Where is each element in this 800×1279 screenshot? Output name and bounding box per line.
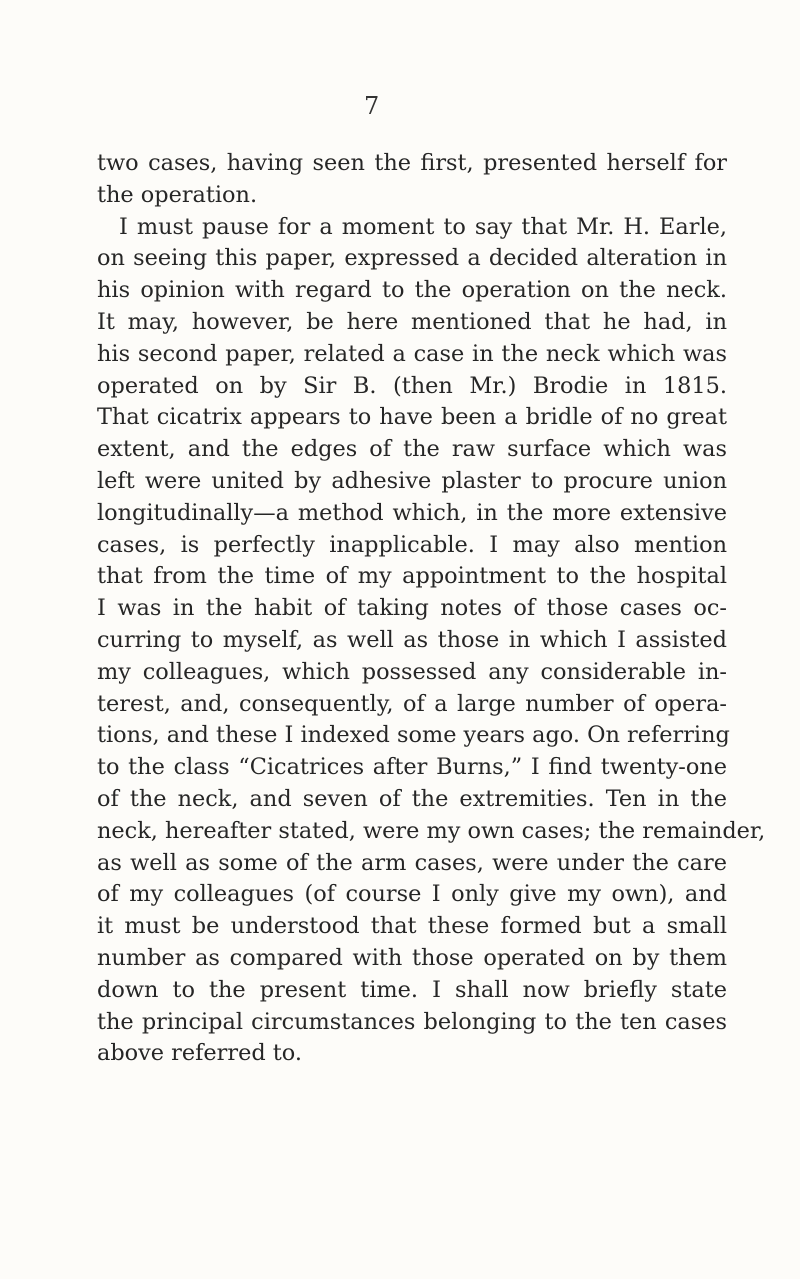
text-line: neck, hereafter stated, were my own cases; the remainder, bbox=[97, 817, 766, 844]
text-line: my colleagues, which possessed any considerable in- bbox=[97, 658, 727, 685]
text-line: of the neck, and seven of the extremities. Ten in the bbox=[97, 785, 727, 812]
text-line: the operation. bbox=[97, 181, 258, 208]
text-line: as well as some of the arm cases, were under the care bbox=[97, 849, 727, 876]
text-line: on seeing this paper, expressed a decided alteration in bbox=[97, 245, 727, 272]
text-line: longitudinally—a method which, in the more extensive bbox=[97, 499, 727, 526]
text-line: I was in the habit of taking notes of those cases oc- bbox=[97, 595, 727, 622]
text-line: It may, however, be here mentioned that he had, in bbox=[97, 308, 727, 335]
text-line: of my colleagues (of course I only give my own), and bbox=[97, 881, 727, 908]
text-line: two cases, having seen the first, presented herself for bbox=[97, 150, 727, 176]
body-text bbox=[97, 148, 766, 1070]
text-line: left were united by adhesive plaster to procure union bbox=[97, 467, 727, 494]
text-line: above referred to. bbox=[97, 1040, 302, 1067]
text-line: that from the time of my appointment to the hospital bbox=[97, 563, 727, 590]
text-line: the principal circumstances belonging to the ten cases bbox=[97, 1008, 727, 1035]
page-number: 7 bbox=[364, 92, 380, 120]
text-line: terest, and, consequently, of a large number of opera- bbox=[97, 690, 727, 717]
text-line: curring to myself, as well as those in which I assisted bbox=[97, 626, 727, 653]
text-line: operated on by Sir B. (then Mr.) Brodie in 1815. bbox=[97, 372, 727, 399]
text-line: I must pause for a moment to say that Mr. H. Earle, bbox=[119, 213, 727, 240]
text-line: number as compared with those operated on by them bbox=[97, 944, 727, 971]
text-line: extent, and the edges of the raw surface which was bbox=[97, 436, 727, 463]
text-line: down to the present time. I shall now briefly state bbox=[97, 976, 727, 1003]
text-line: his opinion with regard to the operation on the neck. bbox=[97, 277, 727, 304]
text-line: tions, and these I indexed some years ago. On referring bbox=[97, 722, 730, 749]
text-line: to the class “Cicatrices after Burns,” I find twenty-one bbox=[97, 754, 727, 781]
text-line: That cicatrix appears to have been a bridle of no great bbox=[97, 404, 727, 431]
text-line: cases, is perfectly inapplicable. I may also mention bbox=[97, 531, 727, 558]
text-line: it must be understood that these formed but a small bbox=[97, 913, 727, 940]
text-line: his second paper, related a case in the neck which was bbox=[97, 340, 727, 367]
